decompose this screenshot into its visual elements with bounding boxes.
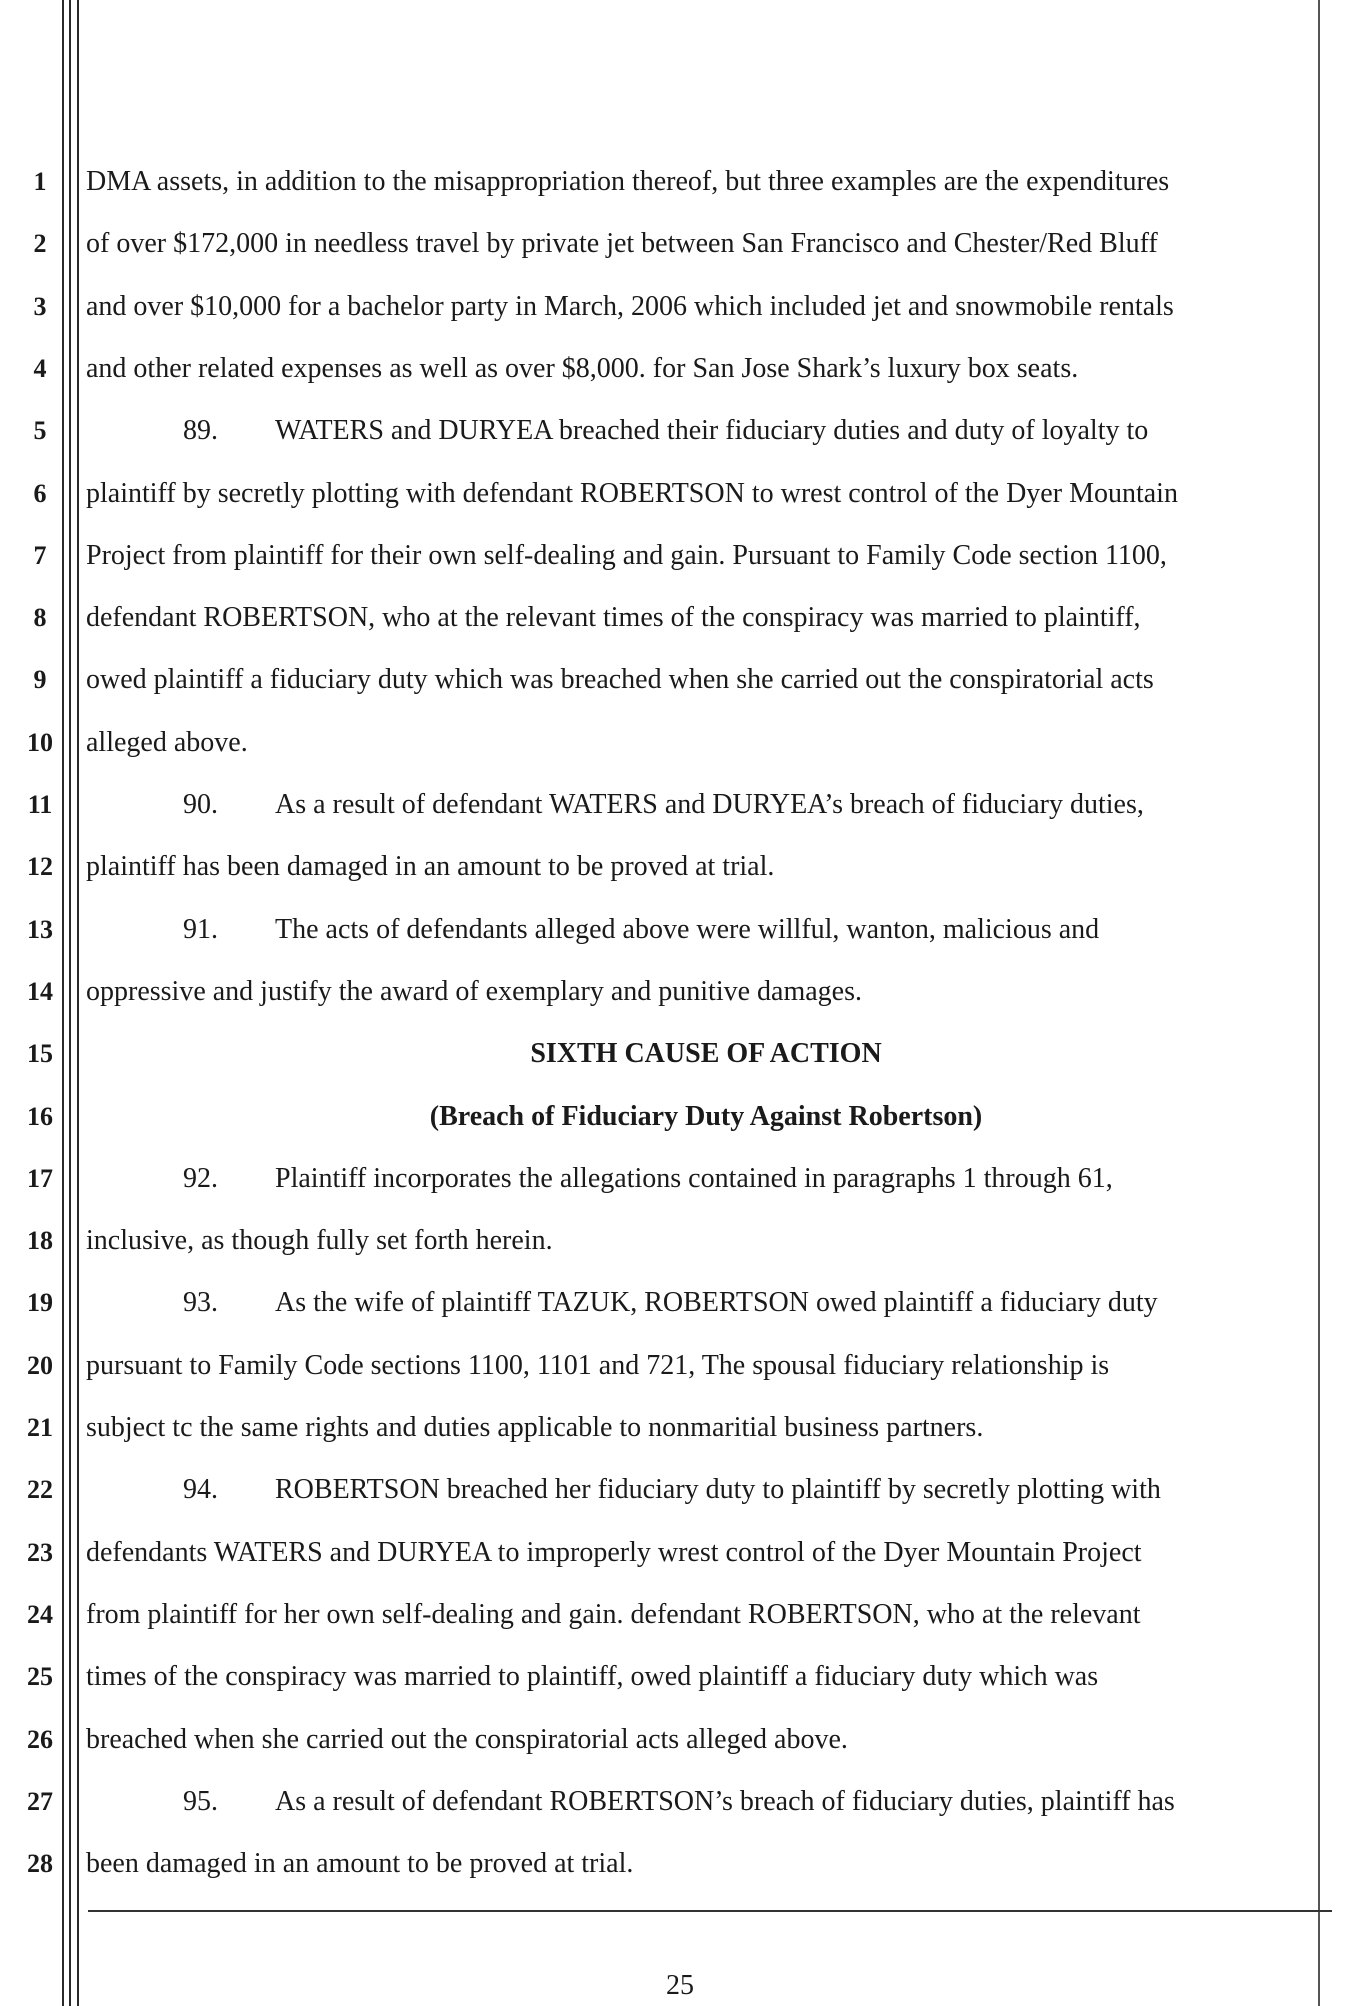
line-number: 19 xyxy=(27,1288,53,1318)
paragraph-first-line xyxy=(86,912,1318,948)
paragraph-first-line xyxy=(86,1285,1318,1321)
line-number: 1 xyxy=(33,167,47,196)
section-heading: SIXTH CAUSE OF ACTION xyxy=(530,1038,882,1070)
text-line: oppressive and justify the award of exemplary and punitive damages. xyxy=(86,975,862,1007)
line-number: 16 xyxy=(27,1101,53,1131)
line-number: 7 xyxy=(33,540,47,570)
paragraph-first-line xyxy=(86,787,1318,823)
right-margin-rule xyxy=(1318,0,1320,2006)
text-line: been damaged in an amount to be proved at trial. xyxy=(86,1848,634,1880)
line-number: 11 xyxy=(27,790,53,819)
page-number: 25 xyxy=(666,1970,694,2001)
paragraph-number: 94. xyxy=(183,1474,218,1506)
paragraph-text: As the wife of plaintiff TAZUK, ROBERTSON owed plaintiff a fiduciary duty xyxy=(275,1287,1158,1319)
paragraph-first-line xyxy=(86,1161,1318,1197)
paragraph-first-line xyxy=(86,1784,1318,1820)
line-number: 4 xyxy=(33,353,47,383)
text-line: DMA assets, in addition to the misappropriation thereof, but three examples are the expenditures xyxy=(86,166,1170,197)
line-number: 10 xyxy=(27,727,53,757)
paragraph-first-line xyxy=(86,413,1318,449)
line-number: 27 xyxy=(27,1786,53,1816)
left-margin-rule xyxy=(77,0,79,2006)
line-number: 21 xyxy=(27,1413,53,1442)
line-number: 9 xyxy=(33,665,47,695)
paragraph-number: 93. xyxy=(183,1287,218,1319)
line-number: 24 xyxy=(27,1599,53,1629)
line-number: 5 xyxy=(33,416,47,446)
line-number: 15 xyxy=(27,1039,53,1069)
paragraph-text: ROBERTSON breached her fiduciary duty to plaintiff by secretly plotting with xyxy=(275,1474,1161,1506)
text-line: pursuant to Family Code sections 1100, 1101 and 721, The spousal fiduciary relationship is xyxy=(86,1349,1110,1381)
paragraph-number: 89. xyxy=(183,415,218,447)
line-number: 28 xyxy=(27,1849,53,1879)
line-number: 18 xyxy=(27,1226,53,1256)
line-number: 2 xyxy=(33,229,47,259)
line-number: 3 xyxy=(33,291,47,321)
text-line: of over $172,000 in needless travel by private jet between San Francisco and Chester/Red Bluff xyxy=(86,228,1158,260)
text-line: breached when she carried out the conspiratorial acts alleged above. xyxy=(86,1723,848,1755)
text-line: defendants WATERS and DURYEA to improperly wrest control of the Dyer Mountain Project xyxy=(86,1536,1142,1568)
line-number: 12 xyxy=(27,852,53,882)
text-line: times of the conspiracy was married to plaintiff, owed plaintiff a fiduciary duty which was xyxy=(86,1661,1099,1693)
text-line: and other related expenses as well as over $8,000. for San Jose Shark’s luxury box seats. xyxy=(86,352,1079,384)
line-number: 23 xyxy=(27,1537,53,1567)
text-line: and over $10,000 for a bachelor party in March, 2006 which included jet and snowmobile rentals xyxy=(86,290,1174,322)
text-line: owed plaintiff a fiduciary duty which was breached when she carried out the conspiratorial acts xyxy=(86,664,1154,696)
line-number: 17 xyxy=(27,1163,53,1193)
text-line: plaintiff has been damaged in an amount to be proved at trial. xyxy=(86,851,775,883)
line-number: 8 xyxy=(33,603,47,633)
line-number: 26 xyxy=(27,1724,53,1754)
line-number: 13 xyxy=(27,914,53,944)
paragraph-number: 92. xyxy=(183,1162,218,1194)
paragraph-number: 90. xyxy=(183,789,218,820)
paragraph-text: Plaintiff incorporates the allegations contained in paragraphs 1 through 61, xyxy=(275,1162,1113,1194)
text-line: from plaintiff for her own self-dealing and gain. defendant ROBERTSON, who at the relevant xyxy=(86,1598,1141,1630)
text-line: alleged above. xyxy=(86,726,248,758)
paragraph-number: 95. xyxy=(183,1785,218,1817)
line-number: 25 xyxy=(27,1662,53,1692)
paragraph-first-line xyxy=(86,1472,1318,1508)
text-line: subject tc the same rights and duties applicable to nonmaritial business partners. xyxy=(86,1412,984,1443)
paragraph-text: The acts of defendants alleged above were willful, wanton, malicious and xyxy=(275,913,1100,945)
footer-rule xyxy=(88,1910,1332,1912)
line-number: 22 xyxy=(27,1475,53,1505)
line-number: 14 xyxy=(27,976,53,1006)
line-number: 20 xyxy=(27,1350,53,1380)
left-margin-rule xyxy=(62,0,64,2006)
text-line: plaintiff by secretly plotting with defendant ROBERTSON to wrest control of the Dyer Mountain xyxy=(86,477,1178,509)
paragraph-text: As a result of defendant WATERS and DURYEA’s breach of fiduciary duties, xyxy=(275,789,1144,820)
text-line: defendant ROBERTSON, who at the relevant times of the conspiracy was married to plaintiff, xyxy=(86,602,1141,634)
text-line: inclusive, as though fully set forth herein. xyxy=(86,1225,553,1257)
section-heading: (Breach of Fiduciary Duty Against Robertson) xyxy=(429,1100,983,1132)
left-margin-rule xyxy=(69,0,71,2006)
paragraph-text: WATERS and DURYEA breached their fiduciary duties and duty of loyalty to xyxy=(275,415,1149,447)
text-line: Project from plaintiff for their own self-dealing and gain. Pursuant to Family Code section 1100, xyxy=(86,539,1167,571)
paragraph-number: 91. xyxy=(183,913,218,945)
paragraph-text: As a result of defendant ROBERTSON’s breach of fiduciary duties, plaintiff has xyxy=(275,1785,1175,1817)
line-number: 6 xyxy=(33,478,47,508)
